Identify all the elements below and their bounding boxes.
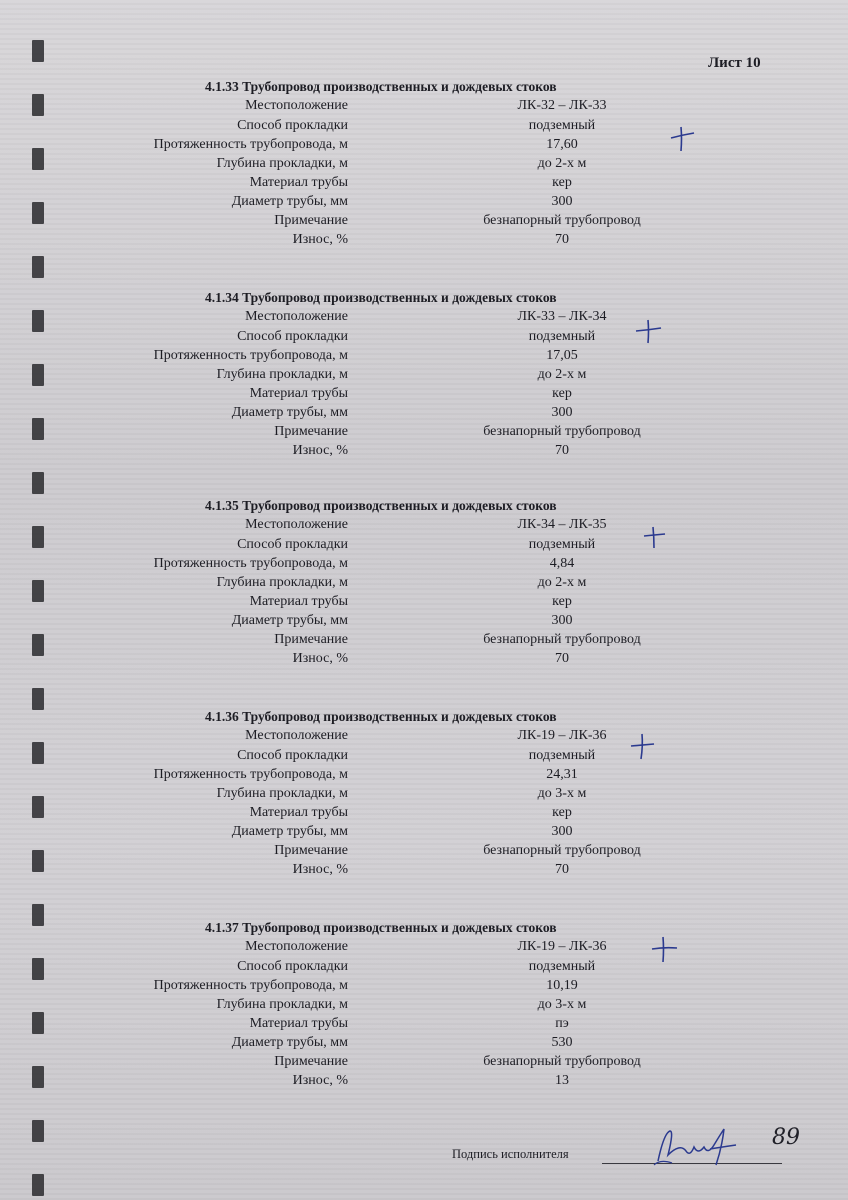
row-location (0, 726, 848, 746)
handwritten-signature (650, 1125, 740, 1169)
section-heading: 4.1.35 Трубопровод производственных и дождевых стоков (205, 498, 557, 513)
value-depth: до 2-х м (537, 575, 587, 590)
row-length (0, 135, 848, 155)
row-method (0, 746, 848, 766)
label-method: Способ прокладки (237, 537, 348, 552)
value-diameter: 300 (551, 405, 573, 420)
label-length: Протяженность трубопровода, м (153, 348, 348, 363)
row-location (0, 515, 848, 535)
value-diameter: 300 (551, 613, 573, 628)
value-note: безнапорный трубопровод (483, 424, 641, 439)
value-material: кер (552, 386, 572, 401)
label-wear: Износ, % (292, 862, 348, 877)
label-location: Местоположение (245, 517, 348, 532)
row-wear (0, 649, 848, 669)
row-diameter (0, 192, 848, 212)
row-material (0, 173, 848, 193)
label-wear: Износ, % (292, 1073, 348, 1088)
row-depth (0, 154, 848, 174)
row-wear (0, 860, 848, 880)
row-depth (0, 365, 848, 385)
label-material: Материал трубы (249, 175, 348, 190)
label-wear: Износ, % (292, 232, 348, 247)
label-method: Способ прокладки (237, 329, 348, 344)
label-material: Материал трубы (249, 805, 348, 820)
label-material: Материал трубы (249, 594, 348, 609)
label-location: Местоположение (245, 98, 348, 113)
row-length (0, 554, 848, 574)
value-location: ЛК-33 – ЛК-34 (517, 309, 607, 324)
value-location: ЛК-34 – ЛК-35 (517, 517, 607, 532)
value-wear: 70 (555, 862, 569, 877)
sheet-number: Лист 10 (708, 55, 761, 71)
row-depth (0, 573, 848, 593)
value-method: подземный (528, 329, 596, 344)
row-diameter (0, 611, 848, 631)
row-length (0, 346, 848, 366)
value-material: кер (552, 175, 572, 190)
row-material (0, 384, 848, 404)
value-material: кер (552, 594, 572, 609)
row-note (0, 422, 848, 442)
checkmark-cross-icon (628, 732, 656, 760)
value-diameter: 300 (551, 194, 573, 209)
label-diameter: Диаметр трубы, мм (231, 824, 348, 839)
label-material: Материал трубы (249, 386, 348, 401)
label-length: Протяженность трубопровода, м (153, 137, 348, 152)
row-location (0, 937, 848, 957)
row-note (0, 1052, 848, 1072)
label-length: Протяженность трубопровода, м (153, 556, 348, 571)
row-depth (0, 784, 848, 804)
value-diameter: 300 (551, 824, 573, 839)
label-method: Способ прокладки (237, 959, 348, 974)
label-location: Местоположение (245, 728, 348, 743)
row-method (0, 535, 848, 555)
label-depth: Глубина прокладки, м (216, 156, 348, 171)
label-depth: Глубина прокладки, м (216, 575, 348, 590)
row-material (0, 592, 848, 612)
row-length (0, 976, 848, 996)
row-location (0, 307, 848, 327)
label-note: Примечание (274, 424, 348, 439)
row-length (0, 765, 848, 785)
value-length: 17,05 (546, 348, 578, 363)
row-note (0, 630, 848, 650)
row-wear (0, 1071, 848, 1091)
label-diameter: Диаметр трубы, мм (231, 1035, 348, 1050)
value-location: ЛК-19 – ЛК-36 (517, 728, 607, 743)
label-depth: Глубина прокладки, м (216, 367, 348, 382)
section-heading: 4.1.37 Трубопровод производственных и дождевых стоков (205, 920, 557, 935)
label-diameter: Диаметр трубы, мм (231, 613, 348, 628)
row-depth (0, 995, 848, 1015)
value-material: кер (552, 805, 572, 820)
label-material: Материал трубы (249, 1016, 348, 1031)
value-depth: до 3-х м (537, 786, 587, 801)
row-method (0, 957, 848, 977)
checkmark-cross-icon (640, 523, 668, 551)
value-wear: 13 (555, 1073, 569, 1088)
label-diameter: Диаметр трубы, мм (231, 194, 348, 209)
value-note: безнапорный трубопровод (483, 1054, 641, 1069)
value-length: 24,31 (546, 767, 578, 782)
value-length: 17,60 (546, 137, 578, 152)
signature-area (450, 1125, 810, 1175)
row-material (0, 803, 848, 823)
row-wear (0, 230, 848, 250)
value-length: 10,19 (546, 978, 578, 993)
value-location: ЛК-19 – ЛК-36 (517, 939, 607, 954)
row-diameter (0, 822, 848, 842)
value-method: подземный (528, 959, 596, 974)
row-method (0, 116, 848, 136)
value-note: безнапорный трубопровод (483, 632, 641, 647)
label-note: Примечание (274, 843, 348, 858)
row-location (0, 96, 848, 116)
value-depth: до 2-х м (537, 156, 587, 171)
value-note: безнапорный трубопровод (483, 213, 641, 228)
value-method: подземный (528, 748, 596, 763)
row-note (0, 211, 848, 231)
value-depth: до 3-х м (537, 997, 587, 1012)
label-length: Протяженность трубопровода, м (153, 978, 348, 993)
value-location: ЛК-32 – ЛК-33 (517, 98, 607, 113)
row-diameter (0, 403, 848, 423)
label-note: Примечание (274, 1054, 348, 1069)
label-note: Примечание (274, 632, 348, 647)
handwritten-page-number: 89 (772, 1125, 800, 1150)
row-material (0, 1014, 848, 1034)
value-method: подземный (528, 118, 596, 133)
value-wear: 70 (555, 443, 569, 458)
label-wear: Износ, % (292, 443, 348, 458)
checkmark-cross-icon (668, 124, 696, 152)
label-location: Местоположение (245, 309, 348, 324)
label-depth: Глубина прокладки, м (216, 997, 348, 1012)
label-method: Способ прокладки (237, 748, 348, 763)
value-method: подземный (528, 537, 596, 552)
row-diameter (0, 1033, 848, 1053)
value-note: безнапорный трубопровод (483, 843, 641, 858)
label-diameter: Диаметр трубы, мм (231, 405, 348, 420)
label-location: Местоположение (245, 939, 348, 954)
signature-label: Подпись исполнителя (452, 1147, 569, 1161)
section-heading: 4.1.34 Трубопровод производственных и дождевых стоков (205, 290, 557, 305)
label-depth: Глубина прокладки, м (216, 786, 348, 801)
value-depth: до 2-х м (537, 367, 587, 382)
label-length: Протяженность трубопровода, м (153, 767, 348, 782)
checkmark-cross-icon (650, 935, 678, 963)
row-method (0, 327, 848, 347)
value-length: 4,84 (549, 556, 575, 571)
checkmark-cross-icon (634, 317, 662, 345)
row-wear (0, 441, 848, 461)
label-wear: Износ, % (292, 651, 348, 666)
section-heading: 4.1.33 Трубопровод производственных и дождевых стоков (205, 79, 557, 94)
section-heading: 4.1.36 Трубопровод производственных и дождевых стоков (205, 709, 557, 724)
value-diameter: 530 (551, 1035, 573, 1050)
value-wear: 70 (555, 232, 569, 247)
label-method: Способ прокладки (237, 118, 348, 133)
value-material: пэ (555, 1016, 569, 1031)
row-note (0, 841, 848, 861)
label-note: Примечание (274, 213, 348, 228)
value-wear: 70 (555, 651, 569, 666)
